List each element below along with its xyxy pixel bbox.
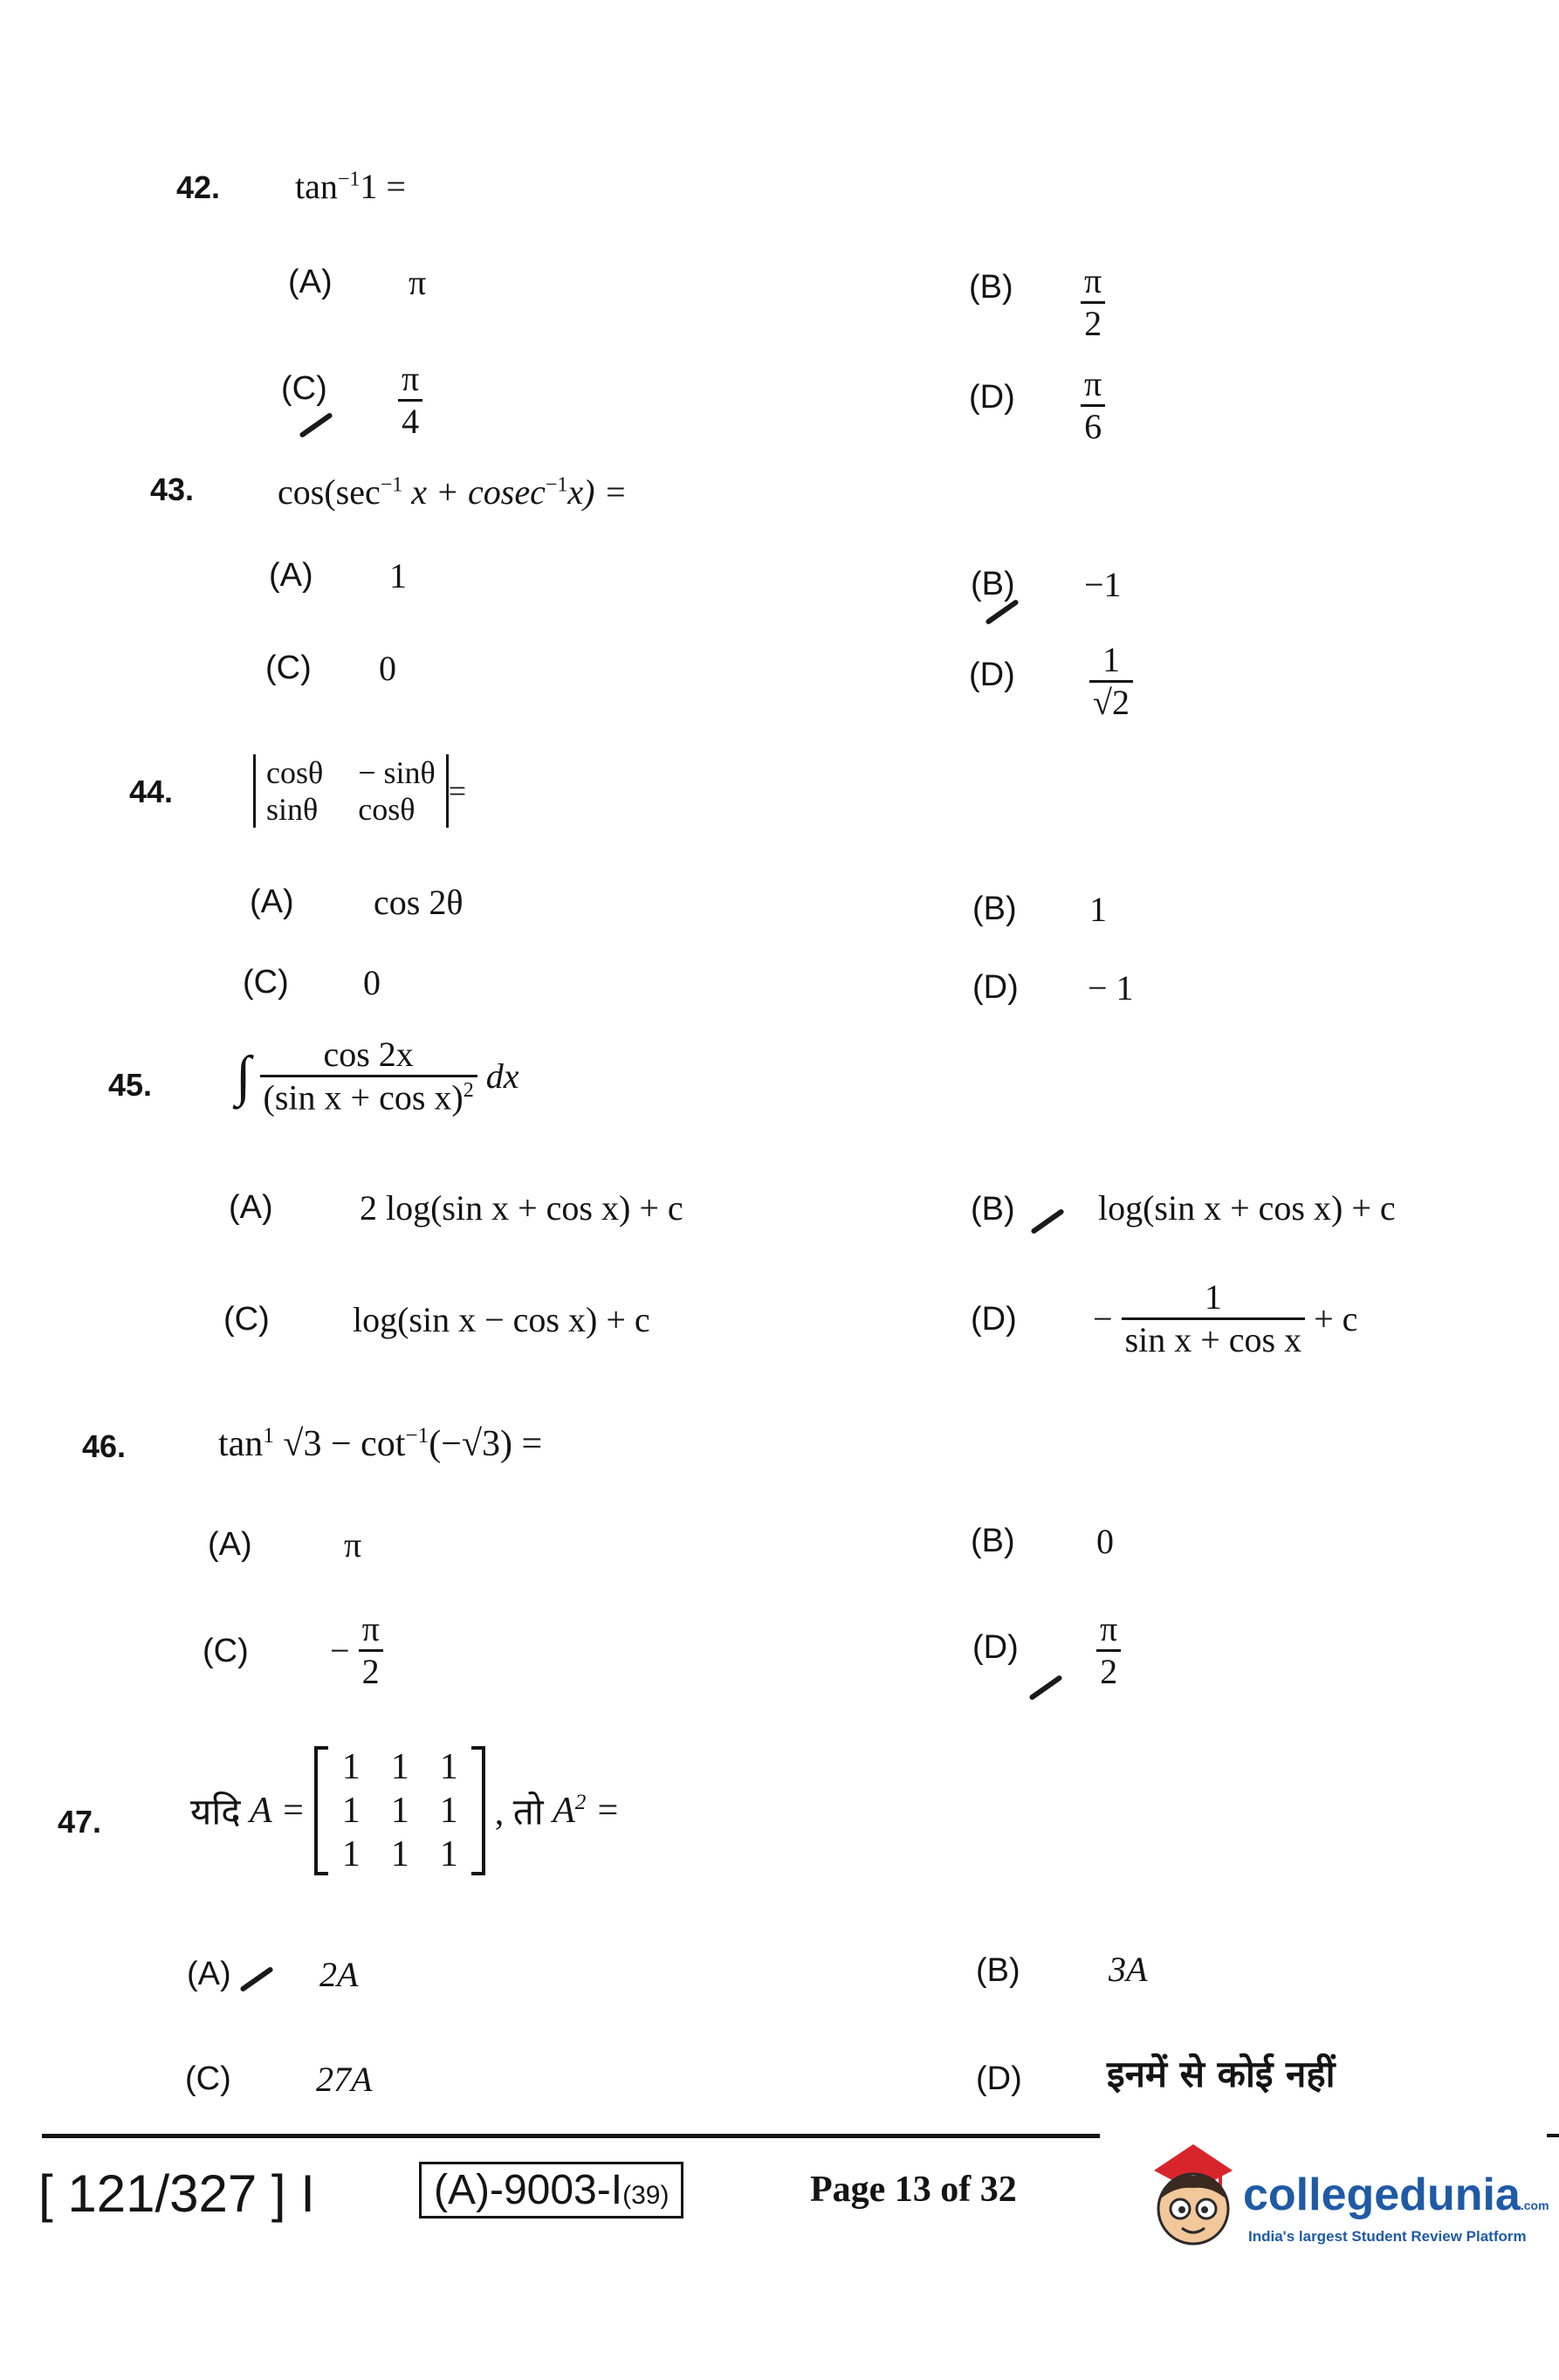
option-value: log(sin x + cos x) + c <box>1098 1188 1396 1228</box>
expression-part: − <box>330 1631 350 1670</box>
stem-superscript: 2 <box>574 1791 587 1814</box>
matrix-cell: − sinθ <box>358 755 436 790</box>
option-expression <box>1093 1277 1358 1359</box>
matrix-cell: 1 <box>341 1747 361 1787</box>
option-label: (B) <box>971 1523 1015 1559</box>
option-value: 2 log(sin x + cos x) + c <box>360 1188 683 1228</box>
option-label: (A) <box>187 1956 231 1992</box>
matrix-cell: 1 <box>439 1791 458 1831</box>
fraction-denominator <box>260 1075 477 1118</box>
fraction-numerator: π <box>1084 364 1102 403</box>
option-value: π <box>344 1525 362 1565</box>
option-value: 0 <box>1096 1522 1114 1561</box>
fraction-denominator: √2 <box>1089 680 1133 720</box>
determinant <box>253 754 466 828</box>
option-value: − 1 <box>1088 968 1134 1008</box>
check-mark-icon <box>239 1966 273 1992</box>
fraction-denominator: sin x + cos x <box>1122 1317 1306 1358</box>
fraction-numerator: π <box>1100 1609 1118 1648</box>
option-fraction <box>1089 640 1133 722</box>
option-label: (A) <box>229 1189 273 1226</box>
stem-part: , तो <box>494 1792 544 1833</box>
option-value: 3A <box>1109 1950 1148 1989</box>
option-label: (A) <box>269 557 313 594</box>
fraction-denominator: 4 <box>398 399 422 439</box>
matrix-cell: 1 <box>341 1834 361 1874</box>
integral-fraction <box>260 1035 477 1118</box>
stem-variable: A <box>553 1791 575 1831</box>
integral-expression <box>236 1035 519 1118</box>
fraction-numerator: 1 <box>1102 640 1120 679</box>
option-label: (D) <box>972 969 1019 1006</box>
stem-part: √3 − cot <box>283 1424 406 1464</box>
option-value: 2A <box>319 1955 359 1994</box>
question-number: 45. <box>108 1067 153 1103</box>
stem-part: 1 = <box>360 167 406 206</box>
matrix-cell: cosθ <box>266 755 324 790</box>
option-value: 0 <box>379 649 396 688</box>
option-fraction <box>398 361 422 439</box>
fraction-numerator: π <box>1084 261 1102 300</box>
stem-part: यदि <box>190 1792 241 1833</box>
determinant-matrix <box>253 754 449 828</box>
booklet-code: (A)-9003-I <box>434 2167 623 2213</box>
option-expression <box>330 1609 383 1691</box>
option-label: (C) <box>265 650 312 686</box>
stem-superscript: 1 <box>263 1424 274 1448</box>
matrix <box>314 1746 485 1875</box>
question-number: 42. <box>176 169 221 205</box>
stem-part: cos(sec <box>278 472 381 512</box>
footer-divider <box>42 2134 1100 2138</box>
question-stem <box>190 1746 620 1875</box>
option-label: (D) <box>976 2060 1022 2097</box>
brand-domain: .com <box>1520 2198 1549 2212</box>
brand-tagline: India's largest Student Review Platform <box>1248 2228 1527 2245</box>
matrix-cell: 1 <box>439 1834 458 1874</box>
option-value: 27A <box>316 2060 373 2099</box>
option-label: (D) <box>972 1629 1019 1666</box>
option-fraction <box>359 1609 383 1691</box>
booklet-code-small: (39) <box>622 2181 670 2210</box>
integral-differential: dx <box>485 1056 519 1097</box>
denominator-text: (sin x + cos x) <box>263 1077 464 1118</box>
option-value: log(sin x − cos x) + c <box>353 1300 650 1339</box>
stem-part: x) = <box>567 472 628 512</box>
matrix-cell: 1 <box>390 1791 409 1831</box>
matrix-cell: 1 <box>341 1791 361 1831</box>
stem-part: tan <box>218 1424 264 1464</box>
stem-part <box>553 1791 620 1831</box>
fraction-numerator: π <box>402 359 420 398</box>
stem-superscript: −1 <box>405 1424 429 1448</box>
denominator-superscript: 2 <box>463 1079 474 1102</box>
option-value: π <box>409 263 427 302</box>
stem-part: A = <box>250 1791 306 1831</box>
option-label: (B) <box>971 566 1015 602</box>
stem-part: (−√3) = <box>429 1424 543 1464</box>
option-label: (C) <box>281 370 327 407</box>
integral-sign: ∫ <box>236 1044 251 1107</box>
question-stem <box>218 1423 542 1465</box>
check-mark-icon <box>1028 1675 1062 1701</box>
option-label: (A) <box>288 264 333 300</box>
matrix-cell: 1 <box>390 1834 409 1874</box>
option-fraction <box>1096 1609 1121 1691</box>
brand-name: collegedunia <box>1243 2170 1521 2220</box>
stem-part: x + cosec <box>411 472 546 512</box>
fraction-numerator: π <box>361 1609 380 1648</box>
question-number: 47. <box>58 1804 102 1840</box>
booklet-code-box <box>419 2162 683 2218</box>
option-label: (C) <box>185 2060 231 2097</box>
option-value: −1 <box>1084 565 1122 604</box>
stem-superscript: −1 <box>545 473 568 497</box>
check-mark-icon <box>1030 1208 1064 1235</box>
option-label: (B) <box>976 1952 1020 1989</box>
question-stem <box>278 471 627 512</box>
option-label: (B) <box>969 269 1013 306</box>
expression-part: − <box>1093 1299 1113 1338</box>
option-label: (C) <box>223 1301 270 1338</box>
question-number: 43. <box>150 471 195 507</box>
stem-part: tan <box>295 167 338 206</box>
brand-logo-text <box>1243 2169 1549 2221</box>
option-label: (C) <box>203 1633 249 1669</box>
option-label: (A) <box>208 1526 252 1563</box>
option-value: cos 2θ <box>374 883 464 922</box>
fraction-denominator: 2 <box>359 1649 383 1689</box>
option-value: इनमें से कोई नहीं <box>1107 2053 1336 2095</box>
page-number: Page 13 of 32 <box>810 2170 1017 2210</box>
option-value: 0 <box>363 963 381 1002</box>
option-label: (A) <box>250 884 294 920</box>
option-label: (B) <box>971 1191 1015 1228</box>
expression-part: + c <box>1314 1299 1358 1338</box>
fraction-denominator: 2 <box>1081 301 1105 341</box>
fraction-denominator: 6 <box>1081 404 1105 444</box>
stem-part: = <box>586 1791 621 1831</box>
fraction-numerator: cos 2x <box>323 1035 414 1074</box>
collegedunia-mascot-icon <box>1145 2137 1241 2251</box>
option-fraction <box>1081 364 1105 446</box>
option-label: (D) <box>969 379 1015 416</box>
option-label: (D) <box>969 657 1015 693</box>
matrix-cell: cosθ <box>358 792 416 827</box>
option-value: 1 <box>389 556 407 595</box>
option-label: (D) <box>971 1301 1017 1338</box>
footer-divider-end <box>1547 2134 1559 2137</box>
stem-superscript: −1 <box>380 473 403 497</box>
option-fraction <box>1122 1277 1306 1359</box>
matrix-cell: 1 <box>390 1747 409 1787</box>
fraction-denominator: 2 <box>1096 1649 1121 1689</box>
question-number: 44. <box>129 774 174 809</box>
paper-code: [ 121/327 ] I <box>38 2164 315 2223</box>
fraction-numerator: 1 <box>1204 1277 1222 1317</box>
check-mark-icon <box>299 412 333 438</box>
matrix-cell: 1 <box>439 1747 458 1787</box>
option-value: 1 <box>1089 890 1107 929</box>
option-fraction <box>1081 261 1105 343</box>
option-label: (B) <box>972 891 1017 927</box>
stem-part: = <box>448 774 467 808</box>
stem-superscript: −1 <box>337 168 361 191</box>
question-stem <box>295 166 406 207</box>
matrix-cell: sinθ <box>266 792 319 827</box>
option-label: (C) <box>243 964 289 1001</box>
question-number: 46. <box>82 1428 127 1464</box>
